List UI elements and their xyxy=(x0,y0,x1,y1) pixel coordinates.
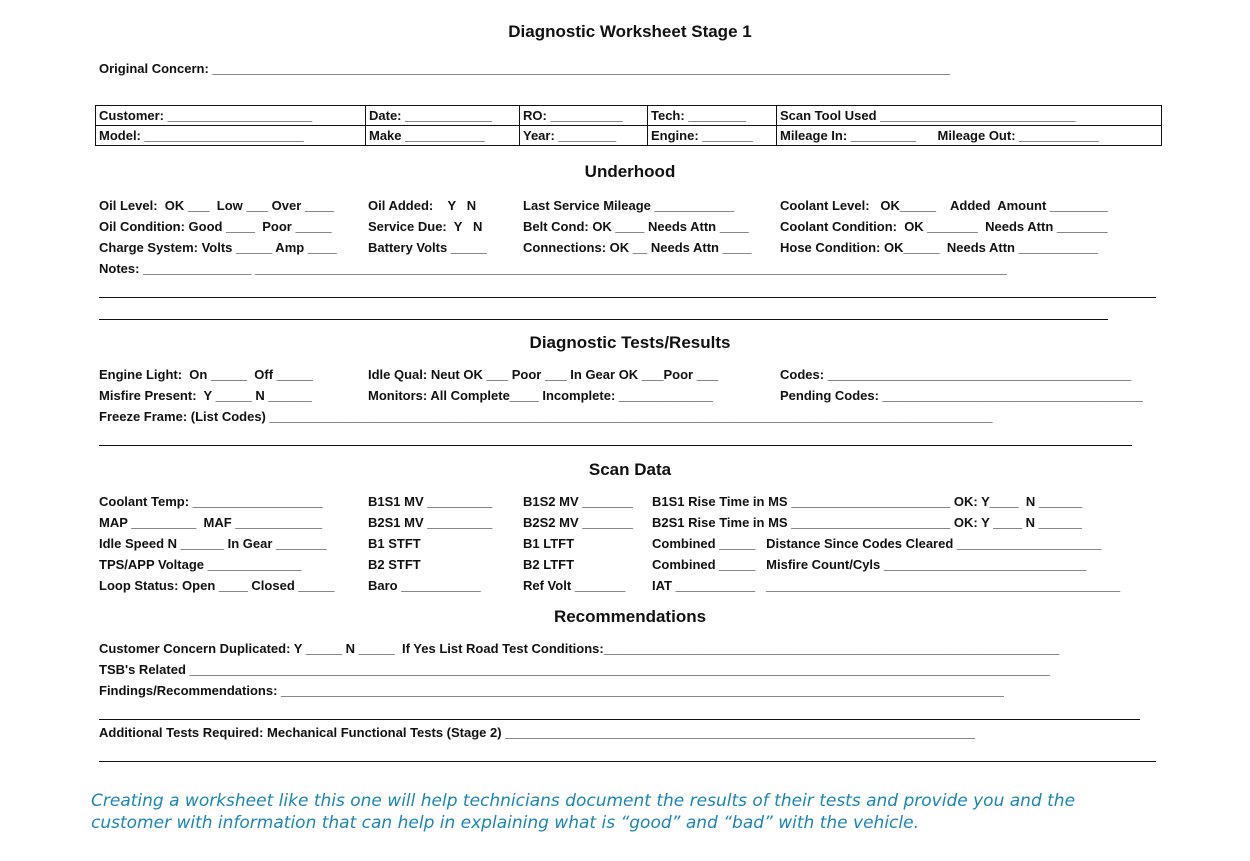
section-heading-scan-data: Scan Data xyxy=(588,460,672,479)
scan-field: B1 LTFT xyxy=(523,536,575,551)
section-heading-underhood: Underhood xyxy=(584,162,676,181)
concern-duplicated-field: Customer Concern Duplicated: Y _____ N _____ If Yes List Road Test Conditions:_______________________________________________________________ xyxy=(99,641,1060,656)
tech-cell: Tech: ________ xyxy=(648,106,777,126)
underhood-field: Connections: OK __ Needs Attn ____ xyxy=(523,240,752,255)
ro-cell: RO: __________ xyxy=(520,106,648,126)
blank-write-line xyxy=(99,445,1132,446)
scan-field: B1S1 Rise Time in MS ______________________ OK: Y____ N ______ xyxy=(652,494,1083,509)
info-row xyxy=(96,106,1162,126)
diagnostic-field: Monitors: All Complete____ Incomplete: _____________ xyxy=(368,388,713,403)
diagnostic-field: Pending Codes: ____________________________________ xyxy=(780,388,1143,403)
underhood-field: Last Service Mileage ___________ xyxy=(523,198,735,213)
diagnostic-field: Codes: __________________________________________ xyxy=(780,367,1132,382)
section-heading-recommendations: Recommendations xyxy=(553,607,707,626)
scan-field: MAP _________ MAF ____________ xyxy=(99,515,323,530)
date-cell: Date: ____________ xyxy=(366,106,520,126)
underhood-field: Service Due: Y N xyxy=(368,219,483,234)
blank-write-line xyxy=(99,319,1108,320)
scan-field: Combined _____ Misfire Count/Cyls ____________________________ xyxy=(652,557,1087,572)
diagnostic-field: Misfire Present: Y _____ N ______ xyxy=(99,388,312,403)
scan-field: B2 STFT xyxy=(368,557,421,572)
make-cell: Make ___________ xyxy=(366,126,520,146)
scan-field: B2S2 MV _______ xyxy=(523,515,633,530)
scan-field: B1 STFT xyxy=(368,536,421,551)
underhood-field: Battery Volts _____ xyxy=(368,240,487,255)
underhood-field: Coolant Condition: OK _______ Needs Attn _______ xyxy=(780,219,1108,234)
underhood-field: Hose Condition: OK_____ Needs Attn ___________ xyxy=(780,240,1099,255)
underhood-field: Coolant Level: OK_____ Added Amount ________ xyxy=(780,198,1108,213)
blank-write-line xyxy=(99,297,1156,298)
section-heading-diagnostic: Diagnostic Tests/Results xyxy=(529,333,731,352)
diagnostic-field: Idle Qual: Neut OK ___ Poor ___ In Gear OK ___Poor ___ xyxy=(368,367,719,382)
vehicle-info-table xyxy=(95,105,1162,146)
scan-field: B1S1 MV _________ xyxy=(368,494,493,509)
freeze-frame-field: Freeze Frame: (List Codes) ____________________________________________________________________________________________________ xyxy=(99,409,993,424)
underhood-field: Oil Level: OK ___ Low ___ Over ____ xyxy=(99,198,334,213)
tsb-related-field: TSB's Related _______________________________________________________________________________________________________________________ xyxy=(99,662,1050,677)
scan-field: B1S2 MV _______ xyxy=(523,494,633,509)
year-cell: Year: ________ xyxy=(520,126,648,146)
original-concern-field: Original Concern: ______________________________________________________________________________________________________ xyxy=(99,61,950,76)
scan-field: Combined _____ Distance Since Codes Cleared ____________________ xyxy=(652,536,1102,551)
underhood-field: Oil Added: Y N xyxy=(368,198,477,213)
underhood-field: Oil Condition: Good ____ Poor _____ xyxy=(99,219,332,234)
mileage-cell: Mileage In: _________ Mileage Out: ___________ xyxy=(777,126,1162,146)
engine-cell: Engine: _______ xyxy=(648,126,777,146)
findings-field: Findings/Recommendations: ____________________________________________________________________________________________________ xyxy=(99,683,1005,698)
scan-field: B2S1 Rise Time in MS ______________________ OK: Y ____ N ______ xyxy=(652,515,1083,530)
customer-cell: Customer: ____________________ xyxy=(96,106,366,126)
scan-field: B2 LTFT xyxy=(523,557,575,572)
scan-field: IAT ___________ _________________________________________________ xyxy=(652,578,1121,593)
underhood-field: Charge System: Volts _____ Amp ____ xyxy=(99,240,337,255)
worksheet-title: Diagnostic Worksheet Stage 1 xyxy=(508,22,752,41)
scan-tool-cell: Scan Tool Used ___________________________ xyxy=(777,106,1162,126)
scan-field: Coolant Temp: __________________ xyxy=(99,494,323,509)
scan-field: Baro ___________ xyxy=(368,578,481,593)
underhood-field: Belt Cond: OK ____ Needs Attn ____ xyxy=(523,219,749,234)
additional-tests-field: Additional Tests Required: Mechanical Functional Tests (Stage 2) _________________________________________________________________ xyxy=(99,725,976,740)
blank-write-line xyxy=(99,761,1156,762)
blank-write-line xyxy=(99,719,1140,720)
footer-caption: Creating a worksheet like this one will help technicians document the results of their tests and provide you and the customer with information that can help in explaining what is “good” and “bad” with the vehicle. xyxy=(91,791,1076,833)
scan-field: Loop Status: Open ____ Closed _____ xyxy=(99,578,335,593)
scan-field: TPS/APP Voltage _____________ xyxy=(99,557,302,572)
scan-field: Idle Speed N ______ In Gear _______ xyxy=(99,536,327,551)
model-cell: Model: ______________________ xyxy=(96,126,366,146)
scan-field: B2S1 MV _________ xyxy=(368,515,493,530)
underhood-notes-field: Notes: _______________ ________________________________________________________________________________________________________ xyxy=(99,261,1008,276)
scan-field: Ref Volt _______ xyxy=(523,578,626,593)
info-row xyxy=(96,126,1162,146)
diagnostic-field: Engine Light: On _____ Off _____ xyxy=(99,367,313,382)
